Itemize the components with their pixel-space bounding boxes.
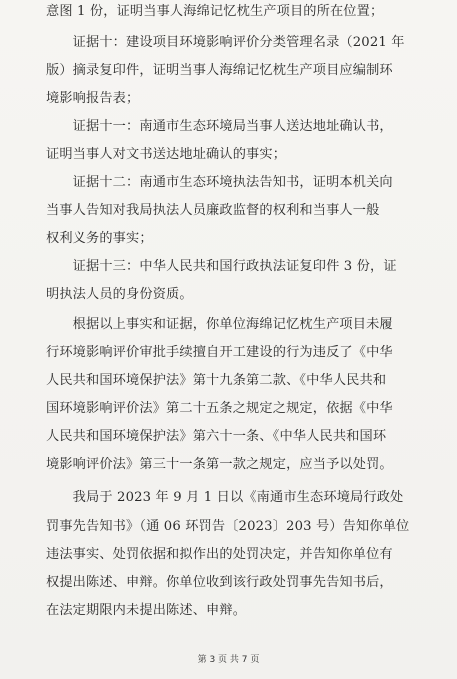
text-line: 我局于 2023 年 9 月 1 日以《南通市生态环境局行政处 xyxy=(46,490,404,505)
text-line: 境影响报告表； xyxy=(46,91,140,106)
text-line: 意图 1 份，证明当事人海绵记忆枕生产项目的所在位置； xyxy=(46,4,384,19)
text-line: 版）摘录复印件，证明当事人海绵记忆枕生产项目应编制环 xyxy=(46,63,393,78)
text-line: 根据以上事实和证据，你单位海绵记忆枕生产项目未履 xyxy=(46,317,393,332)
text-line: 境影响评价法》第三十一条第一款之规定，应当予以处罚。 xyxy=(46,457,393,472)
text-line: 当事人告知对我局执法人员廉政监督的权利和当事人一般 xyxy=(46,203,380,218)
text-line: 证据十：建设项目环境影响评价分类管理名录（2021 年 xyxy=(46,35,405,50)
text-line: 人民共和国环境保护法》第六十一条、《中华人民共和国环 xyxy=(46,429,387,444)
text-line: 证明当事人对文书送达地址确认的事实； xyxy=(46,147,287,162)
text-line: 国环境影响评价法》第二十五条之规定之规定，依据《中华 xyxy=(46,401,393,416)
page-number: 第 3 页 共 7 页 xyxy=(197,655,260,665)
text-line: 明执法人员的身份资质。 xyxy=(46,287,193,302)
text-line: 权提出陈述、申辩。你单位收到该行政处罚事先告知书后， xyxy=(46,575,393,590)
text-line: 在法定期限内未提出陈述、申辩。 xyxy=(46,603,247,618)
text-line: 罚事先告知书》（通 06 环罚告〔2023〕203 号）告知你单位 xyxy=(46,519,410,534)
text-line: 违法事实、处罚依据和拟作出的处罚决定，并告知你单位有 xyxy=(46,547,393,562)
text-line: 证据十一：南通市生态环境局当事人送达地址确认书， xyxy=(46,119,393,134)
text-line: 证据十三：中华人民共和国行政执法证复印件 3 份，证 xyxy=(46,259,397,274)
text-line: 证据十二：南通市生态环境执法告知书，证明本机关向 xyxy=(46,175,393,190)
text-line: 行环境影响评价审批手续擅自开工建设的行为违反了《中华 xyxy=(46,345,393,360)
text-line: 权利义务的事实； xyxy=(46,231,153,246)
text-line: 人民共和国环境保护法》第十九条第二款、《中华人民共和 xyxy=(46,373,387,388)
